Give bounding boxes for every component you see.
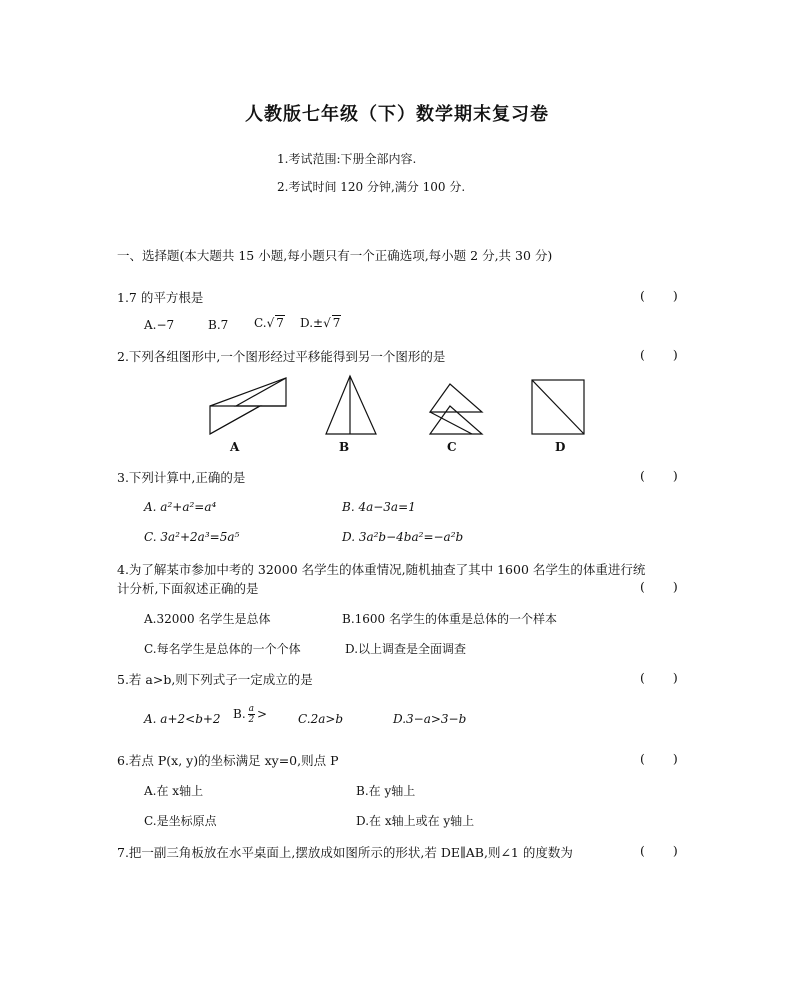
figure-b-triangles: [326, 376, 376, 434]
q3-option-b: B. 4a−3a=1: [342, 500, 416, 514]
question-7-stem: 7.把一副三角板放在水平桌面上,摆放成如图所示的形状,若 DE∥AB,则∠1 的度数为: [117, 845, 573, 860]
q2-figures: [200, 372, 610, 438]
q6-option-b: B.在 y轴上: [356, 784, 416, 798]
q5-option-a: A. a+2<b+2: [144, 712, 221, 726]
section-heading: 一、选择题(本大题共 15 小题,每小题只有一个正确选项,每小题 2 分,共 30 分): [117, 248, 553, 263]
q5-option-b-sign: >: [257, 707, 268, 721]
q4-option-b: B.1600 名学生的体重是总体的一个样本: [342, 612, 557, 626]
q4-option-c: C.每名学生是总体的一个个体: [144, 642, 301, 656]
note-scope: 1.考试范围:下册全部内容.: [277, 152, 417, 166]
q5-option-c: C.2a>b: [298, 712, 344, 726]
question-4-stem-line1: 4.为了解某市参加中考的 32000 名学生的体重情况,随机抽查了其中 1600 名学生的体重进行统: [117, 562, 646, 577]
radical-sign: √: [323, 316, 331, 330]
plus-minus-sign: ±: [313, 316, 324, 330]
fraction-denominator: 2: [248, 715, 255, 725]
q1-option-d-label: D.: [300, 316, 314, 330]
answer-blank: ( ): [640, 468, 690, 483]
q1-option-c-label: C.: [254, 316, 267, 330]
q1-option-d-radicand: 7: [332, 316, 341, 330]
figure-a-triangles: [210, 378, 286, 434]
q5-option-d: D.3−a>3−b: [393, 712, 467, 726]
figure-label-b: B: [339, 440, 350, 454]
q6-option-a: A.在 x轴上: [144, 784, 204, 798]
q1-option-d: [300, 316, 341, 330]
fraction-numerator: a: [248, 704, 255, 714]
question-1-stem: 1.7 的平方根是: [117, 290, 204, 305]
question-6-stem: 6.若点 P(x, y)的坐标满足 xy=0,则点 P: [117, 753, 339, 768]
q1-option-b: B.7: [208, 318, 229, 332]
figure-label-d: D: [555, 440, 566, 454]
answer-blank: ( ): [640, 347, 690, 362]
question-2-stem: 2.下列各组图形中,一个图形经过平移能得到另一个图形的是: [117, 349, 446, 364]
q4-option-d: D.以上调查是全面调查: [345, 642, 467, 656]
q5-option-b-label: B.: [233, 707, 246, 721]
q1-option-c-radicand: 7: [276, 316, 284, 330]
answer-blank: ( ): [640, 751, 690, 766]
answer-blank: ( ): [640, 288, 690, 303]
q3-option-d: D. 3a²b−4ba²=−a²b: [342, 530, 464, 544]
exam-title: 人教版七年级（下）数学期末复习卷: [245, 104, 549, 125]
q6-option-d: D.在 x轴上或在 y轴上: [356, 814, 475, 828]
note-time: 2.考试时间 120 分钟,满分 100 分.: [277, 180, 466, 194]
question-4-stem-line2: 计分析,下面叙述正确的是: [117, 581, 259, 596]
figure-label-c: C: [447, 440, 457, 454]
q5-option-b: [233, 704, 267, 725]
figure-d-square: [532, 380, 584, 434]
question-5-stem: 5.若 a>b,则下列式子一定成立的是: [117, 672, 313, 687]
question-3-stem: 3.下列计算中,正确的是: [117, 470, 246, 485]
figure-c-triangles: [430, 384, 482, 434]
answer-blank: ( ): [640, 579, 690, 594]
q1-option-c: [254, 316, 285, 330]
q3-option-a: A. a²+a²=a⁴: [144, 500, 217, 514]
answer-blank: ( ): [640, 670, 690, 685]
fraction: [248, 704, 255, 725]
q1-option-a: A.−7: [144, 318, 175, 332]
figure-label-a: A: [230, 440, 240, 454]
q4-option-a: A.32000 名学生是总体: [144, 612, 271, 626]
q3-option-c: C. 3a²+2a³=5a⁵: [144, 530, 240, 544]
q6-option-c: C.是坐标原点: [144, 814, 217, 828]
answer-blank: ( ): [640, 843, 690, 858]
radical-sign: √: [266, 316, 275, 330]
